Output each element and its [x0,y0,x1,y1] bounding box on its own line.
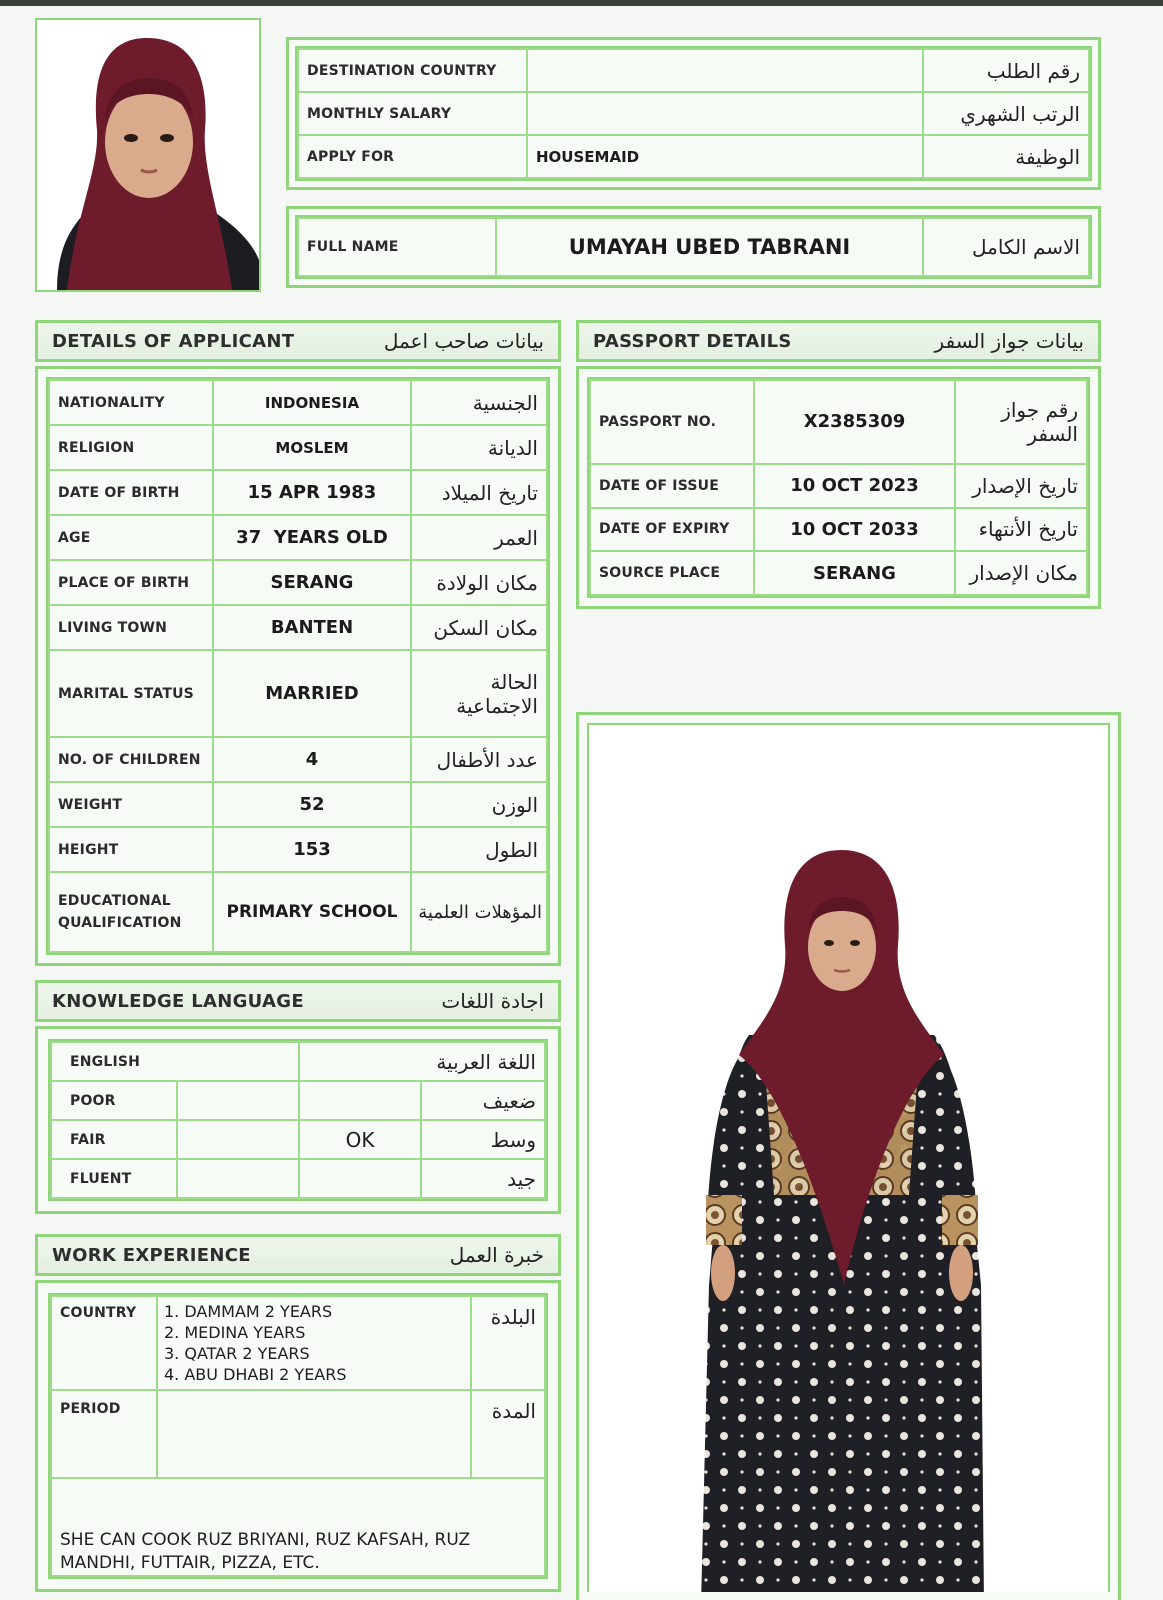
row-nationality [49,380,547,425]
work-header [35,1234,561,1276]
full-name-value: UMAYAH UBED TABRANI [496,218,923,276]
label: PLACE OF BIRTH [49,560,213,605]
applicant-header [35,320,561,362]
full-name-arabic: الاسم الكامل [923,218,1089,276]
arabic-label: الطول [411,827,547,872]
label: AGE [49,515,213,560]
period-arabic: المدة [471,1390,545,1478]
label: LIVING TOWN [49,605,213,650]
level-arabic-label: ضعيف [421,1081,545,1120]
label: RELIGION [49,425,213,470]
label: DATE OF ISSUE [590,464,754,508]
arabic-label: مكان الولادة [411,560,547,605]
row-date-of-birth [49,470,547,515]
arabic-level-value: OK [299,1120,421,1159]
label: NATIONALITY [49,380,213,425]
value: INDONESIA [213,380,411,425]
passport-title: PASSPORT DETAILS [593,330,792,352]
arabic-label: تاريخ الإصدار [955,464,1087,508]
value: 52 [213,782,411,827]
row-fair [51,1120,545,1159]
arabic-label: الوزن [411,782,547,827]
english-label: ENGLISH [51,1042,299,1081]
row-language-names [51,1042,545,1081]
value: 4 [213,737,411,782]
row-religion [49,425,547,470]
english-level-value [177,1081,299,1120]
applicant-table-box [35,366,561,966]
arabic-label: المؤهلات العلمية [411,872,547,952]
work-title-arabic: خبرة العمل [449,1243,544,1267]
row-source-place [590,551,1087,595]
label: HEIGHT [49,827,213,872]
country-list [157,1296,471,1390]
value [527,49,923,92]
label: APPLY FOR [298,135,527,178]
row-weight [49,782,547,827]
cooking-note: SHE CAN COOK RUZ BRIYANI, RUZ KAFSAH, RUZ MANDHI, FUTTAIR, PIZZA, ETC. [51,1478,545,1576]
arabic-label: الجنسية [411,380,547,425]
value: PRIMARY SCHOOL [213,872,411,952]
value: 37 YEARS OLD [213,515,411,560]
work-title: WORK EXPERIENCE [52,1244,251,1266]
country-arabic: البلدة [471,1296,545,1390]
arabic-label: رقم الطلب [923,49,1089,92]
level-arabic-label: وسط [421,1120,545,1159]
value: MARRIED [213,650,411,737]
arabic-label: تاريخ الأنتهاء [955,508,1087,552]
applicant-title-arabic: بيانات صاحب اعمل [383,329,544,353]
value: 10 OCT 2023 [754,464,955,508]
full-name-box [286,206,1101,288]
row-period [51,1390,545,1478]
label: EDUCATIONAL QUALIFICATION [49,872,213,952]
arabic-label: الديانة [411,425,547,470]
arabic-label: الرتب الشهري [923,92,1089,135]
level-label: POOR [51,1081,177,1120]
country-item: 3. QATAR 2 YEARS [164,1344,310,1363]
row-marital-status [49,650,547,737]
row-poor [51,1081,545,1120]
level-label: FLUENT [51,1159,177,1198]
value: MOSLEM [213,425,411,470]
arabic-label: مكان السكن [411,605,547,650]
value: 153 [213,827,411,872]
level-label: FAIR [51,1120,177,1159]
arabic-level-value [299,1159,421,1198]
row-monthly-salary [298,92,1089,135]
label: SOURCE PLACE [590,551,754,595]
passport-table-box [576,366,1101,609]
arabic-label: عدد الأطفال [411,737,547,782]
value: BANTEN [213,605,411,650]
scan-top-edge [0,0,1163,6]
row-full-name [298,218,1089,276]
row-date-of-issue [590,464,1087,508]
label: DESTINATION COUNTRY [298,49,527,92]
value: X2385309 [754,380,955,464]
label: PASSPORT NO. [590,380,754,464]
row-passport-no [590,380,1087,464]
arabic-label: تاريخ الميلاد [411,470,547,515]
applicant-title: DETAILS OF APPLICANT [52,330,295,352]
full-body-photo-frame [576,712,1121,1600]
passport-title-arabic: بيانات جواز السفر [934,329,1084,353]
full-body-photo [589,725,1110,1592]
passport-header [576,320,1101,362]
level-arabic-label: جيد [421,1159,545,1198]
work-table-box [35,1280,561,1592]
row-date-of-expiry [590,508,1087,552]
period-value [157,1390,471,1478]
language-table-box [35,1026,561,1214]
row-height [49,827,547,872]
row-age [49,515,547,560]
job-info-box [286,37,1101,190]
row-note [51,1478,545,1576]
row-no-of-children [49,737,547,782]
arabic-label: العمر [411,515,547,560]
arabic-label: الوظيفة [923,135,1089,178]
value [527,92,923,135]
value: 10 OCT 2033 [754,508,955,552]
full-name-label: FULL NAME [298,218,496,276]
period-label: PERIOD [51,1390,157,1478]
arabic-label: الحالة الاجتماعية [411,650,547,737]
value: SERANG [213,560,411,605]
language-title: KNOWLEDGE LANGUAGE [52,990,304,1012]
row-apply-for [298,135,1089,178]
label: DATE OF BIRTH [49,470,213,515]
label: DATE OF EXPIRY [590,508,754,552]
country-item: 4. ABU DHABI 2 YEARS [164,1365,347,1384]
country-item: 2. MEDINA YEARS [164,1323,306,1342]
language-header [35,980,561,1022]
value: SERANG [754,551,955,595]
value: HOUSEMAID [527,135,923,178]
arabic-language-label: اللغة العربية [299,1042,545,1081]
row-educational-qualification [49,872,547,952]
row-country [51,1296,545,1390]
row-destination-country [298,49,1089,92]
country-label: COUNTRY [51,1296,157,1390]
row-fluent [51,1159,545,1198]
portrait-photo [35,18,261,292]
row-living-town [49,605,547,650]
label: MARITAL STATUS [49,650,213,737]
label: NO. OF CHILDREN [49,737,213,782]
arabic-label: مكان الإصدار [955,551,1087,595]
language-title-arabic: اجادة اللغات [441,989,544,1013]
portrait-illustration [37,20,259,290]
label: WEIGHT [49,782,213,827]
value: 15 APR 1983 [213,470,411,515]
country-item: 1. DAMMAM 2 YEARS [164,1302,333,1321]
row-place-of-birth [49,560,547,605]
label: MONTHLY SALARY [298,92,527,135]
english-level-value [177,1159,299,1198]
arabic-label: رقم جواز السفر [955,380,1087,464]
english-level-value [177,1120,299,1159]
arabic-level-value [299,1081,421,1120]
